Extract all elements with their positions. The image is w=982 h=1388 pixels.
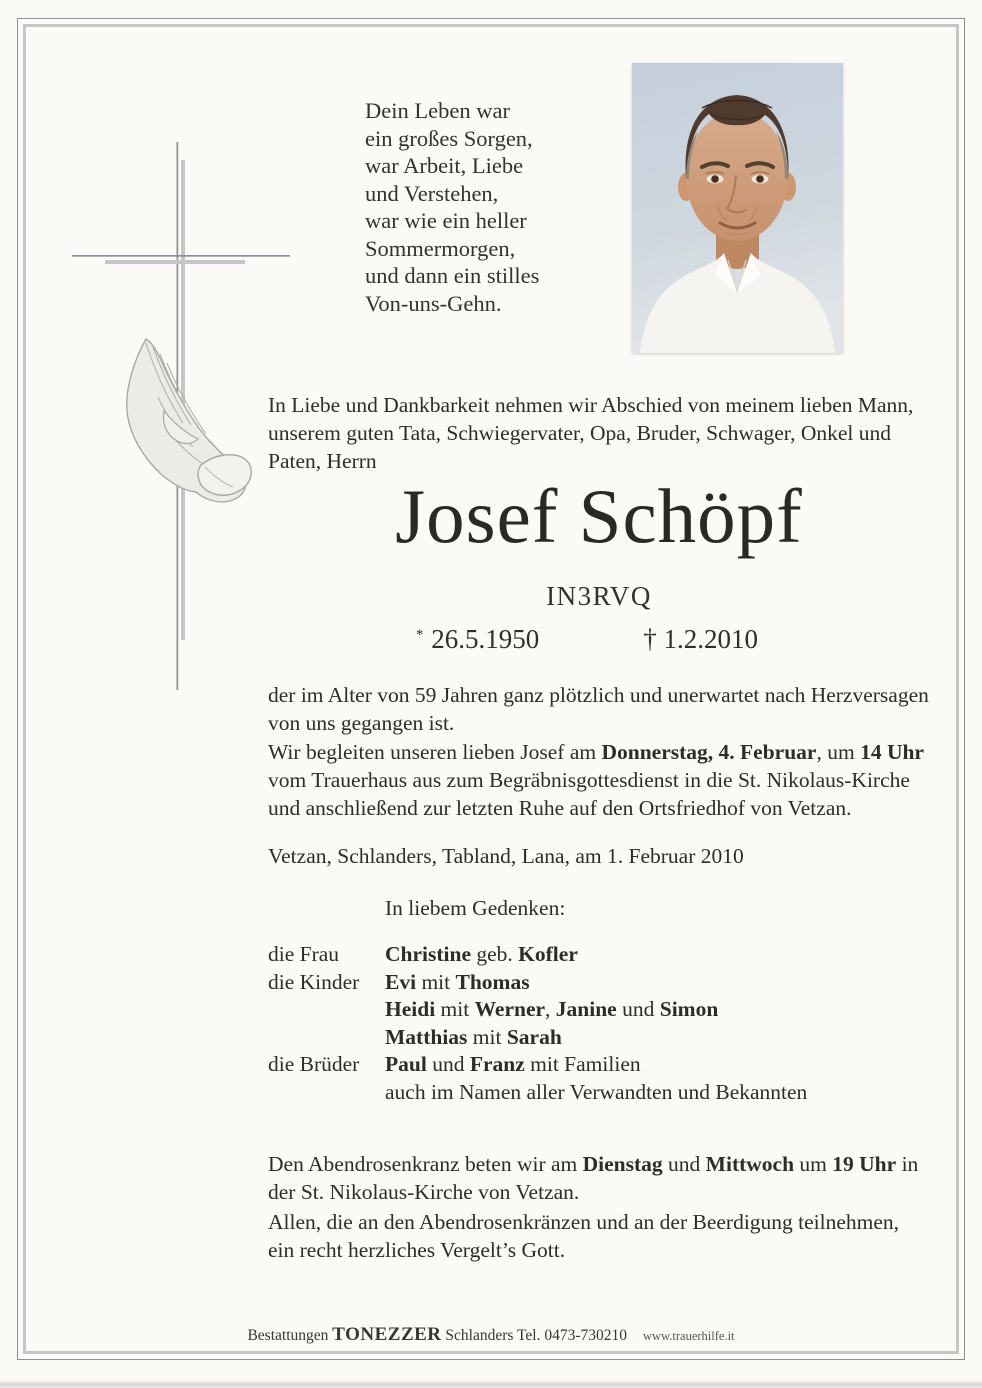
family-role: die Brüder <box>268 1052 360 1077</box>
funeral-home-name: TONEZZER <box>332 1324 442 1345</box>
footer-prefix: Bestattungen <box>247 1327 333 1344</box>
obituary-paragraph-1: der im Alter von 59 Jahren ganz plötzlich und unerwartet nach Herzversagen von uns gegangen ist. <box>268 683 929 735</box>
poem-line: ein großes Sorgen, <box>365 125 533 151</box>
deceased-name: Josef Schöpf <box>395 473 803 559</box>
family-list <box>268 941 930 1107</box>
intro-text: In Liebe und Dankbarkeit nehmen wir Abschied von meinem lieben Mann, unserem guten Tata, Schwiegervater, Opa, Bruder, Schwager, Onkel und Paten, Herrn <box>268 393 914 473</box>
main-column <box>268 0 930 1388</box>
death-symbol: † <box>643 624 657 654</box>
life-dates <box>256 624 918 655</box>
birth-date: * 26.5.1950 <box>416 624 540 654</box>
family-role: die Kinder <box>268 969 360 994</box>
death-date: † 1.2.2010 <box>643 624 758 654</box>
poem-line: und dann ein stilles <box>365 263 540 288</box>
praying-hands-icon <box>112 336 262 516</box>
poem-line: war wie ein heller <box>365 208 527 233</box>
poem-line: Sommermorgen, <box>365 235 516 261</box>
obituary-paragraph-2: Wir begleiten unseren lieben Josef am Donnerstag, 4. Februar, um 14 Uhr vom Trauerhaus aus zum Begräbnisgottesdienst in die St. Nikolaus-Kirche und anschließend zur letzten Ruhe auf den Ortsfriedhof von Vetzan. <box>268 740 924 820</box>
family-members: Matthias mit Sarah <box>385 1024 562 1049</box>
places-date-line: Vetzan, Schlanders, Tabland, Lana, am 1. Februar 2010 <box>268 844 744 868</box>
footer-contact: Schlanders Tel. 0473-730210 <box>441 1327 627 1344</box>
family-role <box>268 1024 385 1052</box>
poem-line: war Arbeit, Liebe <box>365 153 524 178</box>
scan-edge-shadow <box>0 1380 982 1388</box>
family-members: Evi mit Thomas <box>385 969 530 994</box>
rosary-paragraph: Den Abendrosenkranz beten wir am Dienstag und Mittwoch um 19 Uhr in der St. Nikolaus-Kirche von Vetzan. <box>268 1152 919 1204</box>
family-role <box>268 996 385 1024</box>
birth-symbol: * <box>416 626 425 643</box>
funeral-home-footer <box>0 1324 982 1346</box>
family-role <box>268 1079 385 1107</box>
family-members: Christine geb. Kofler <box>385 942 578 966</box>
thanks-paragraph: Allen, die an den Abendrosenkränzen und an der Beerdigung teilnehmen, ein recht herzliches Vergelt’s Gott. <box>268 1210 900 1262</box>
poem-line: und Verstehen, <box>365 180 499 206</box>
family-members: Heidi mit Werner, Janine und Simon <box>385 997 719 1022</box>
family-members: Paul und Franz mit Familien <box>385 1052 641 1077</box>
footer-url: www.trauerhilfe.it <box>643 1329 735 1343</box>
family-members: auch im Namen aller Verwandten und Bekannten <box>385 1079 808 1104</box>
poem-line: Dein Leben war <box>365 98 510 123</box>
poem-line: Von-uns-Gehn. <box>365 290 502 316</box>
family-role: die Frau <box>268 942 340 966</box>
radio-callsign: IN3RVQ <box>546 581 652 611</box>
gedenken-heading: In liebem Gedenken: <box>385 896 566 920</box>
